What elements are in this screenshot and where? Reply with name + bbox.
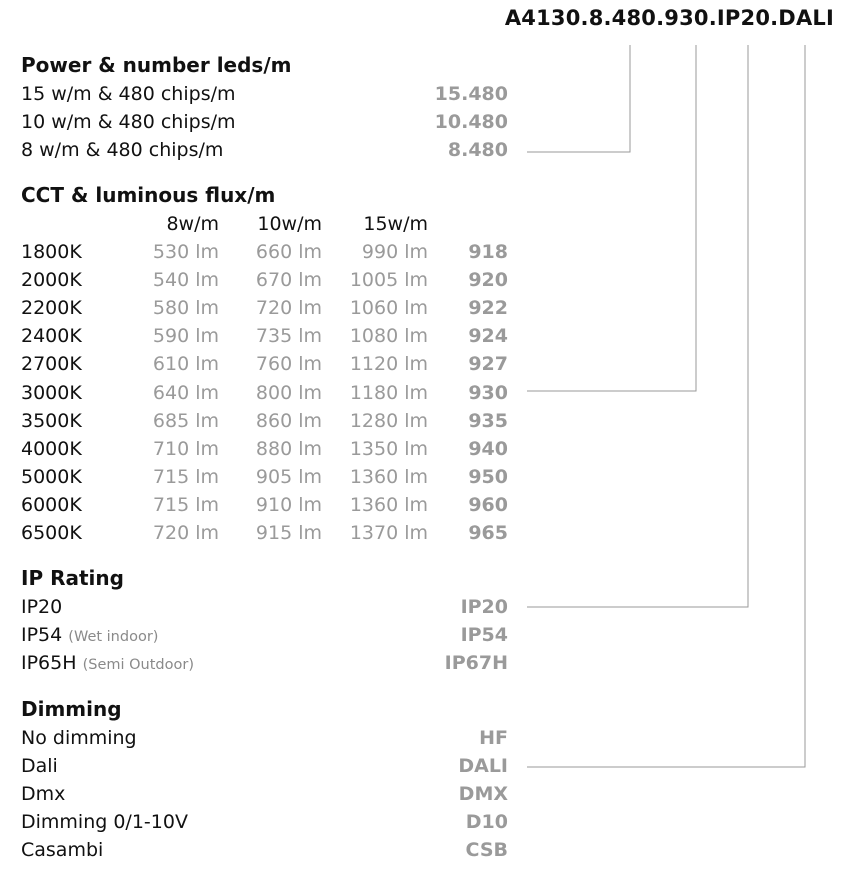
power-heading: Power & number leds/m <box>21 53 292 77</box>
flux-8w: 715 lm <box>152 494 219 516</box>
flux-10w: 880 lm <box>255 438 322 460</box>
power-option-label: 10 w/m & 480 chips/m <box>21 111 236 133</box>
cct-row-label: 3500K <box>21 410 82 432</box>
flux-15w: 1005 lm <box>349 269 428 291</box>
cct-row-code: 930 <box>468 382 508 404</box>
dimming-option-code: D10 <box>465 811 508 833</box>
dimming-option-label: Casambi <box>21 839 104 861</box>
ip-option-code: IP54 <box>460 624 508 646</box>
connector-dimming <box>527 45 805 767</box>
power-option-code: 15.480 <box>434 83 508 105</box>
flux-8w: 610 lm <box>152 353 219 375</box>
flux-10w: 905 lm <box>255 466 322 488</box>
cct-row-code: 940 <box>468 438 508 460</box>
dimming-option-code: HF <box>479 727 508 749</box>
cct-row-label: 2400K <box>21 325 82 347</box>
cct-row-label: 2000K <box>21 269 82 291</box>
cct-row-label: 3000K <box>21 382 82 404</box>
power-option-code: 8.480 <box>447 139 508 161</box>
ip-option-code: IP20 <box>460 596 508 618</box>
cct-row-code: 924 <box>468 325 508 347</box>
connector-ip <box>527 45 748 607</box>
cct-row-code: 960 <box>468 494 508 516</box>
ip-option-name: IP65H <box>21 652 77 674</box>
cct-row-code: 935 <box>468 410 508 432</box>
flux-15w: 1360 lm <box>349 494 428 516</box>
ip-option-note: (Wet indoor) <box>68 629 159 645</box>
cct-heading: CCT & luminous flux/m <box>21 183 276 207</box>
cct-row-label: 5000K <box>21 466 82 488</box>
dimming-option-label: Dali <box>21 755 58 777</box>
power-option-label: 8 w/m & 480 chips/m <box>21 139 224 161</box>
flux-10w: 735 lm <box>255 325 322 347</box>
dimming-option-code: CSB <box>465 839 508 861</box>
cct-row-label: 6500K <box>21 522 82 544</box>
cct-row-code: 927 <box>468 353 508 375</box>
flux-8w: 580 lm <box>152 297 219 319</box>
connector-cct <box>527 45 696 391</box>
flux-10w: 915 lm <box>255 522 322 544</box>
flux-8w: 710 lm <box>152 438 219 460</box>
flux-10w: 660 lm <box>255 241 322 263</box>
ip-option-note: (Semi Outdoor) <box>82 657 194 673</box>
power-option-label: 15 w/m & 480 chips/m <box>21 83 236 105</box>
flux-8w: 590 lm <box>152 325 219 347</box>
power-option-code: 10.480 <box>434 111 508 133</box>
ip-option-name: IP20 <box>21 596 63 618</box>
flux-15w: 1370 lm <box>349 522 428 544</box>
ip-option-name: IP54 <box>21 624 63 646</box>
connector-power <box>527 45 630 152</box>
cct-row-code: 965 <box>468 522 508 544</box>
flux-8w: 540 lm <box>152 269 219 291</box>
flux-10w: 860 lm <box>255 410 322 432</box>
flux-10w: 910 lm <box>255 494 322 516</box>
ip-option-code: IP67H <box>444 652 508 674</box>
cct-row-label: 2200K <box>21 297 82 319</box>
dimming-option-label: Dmx <box>21 783 66 805</box>
cct-row-label: 6000K <box>21 494 82 516</box>
dimming-option-label: No dimming <box>21 727 137 749</box>
flux-8w: 715 lm <box>152 466 219 488</box>
flux-10w: 670 lm <box>255 269 322 291</box>
dimming-option-label: Dimming 0/1-10V <box>21 811 188 833</box>
flux-8w: 640 lm <box>152 382 219 404</box>
column-header-8w: 8w/m <box>166 213 219 235</box>
dimming-heading: Dimming <box>21 697 122 721</box>
dimming-option-code: DALI <box>458 755 508 777</box>
flux-10w: 800 lm <box>255 382 322 404</box>
ip-heading: IP Rating <box>21 566 124 590</box>
cct-row-code: 950 <box>468 466 508 488</box>
flux-15w: 1080 lm <box>349 325 428 347</box>
cct-row-code: 920 <box>468 269 508 291</box>
flux-15w: 1180 lm <box>349 382 428 404</box>
flux-15w: 1060 lm <box>349 297 428 319</box>
cct-row-label: 1800K <box>21 241 82 263</box>
column-header-10w: 10w/m <box>257 213 322 235</box>
dimming-option-code: DMX <box>458 783 508 805</box>
flux-8w: 530 lm <box>152 241 219 263</box>
flux-8w: 720 lm <box>152 522 219 544</box>
column-header-15w: 15w/m <box>363 213 428 235</box>
flux-15w: 990 lm <box>361 241 428 263</box>
cct-row-code: 922 <box>468 297 508 319</box>
cct-row-label: 2700K <box>21 353 82 375</box>
flux-15w: 1280 lm <box>349 410 428 432</box>
flux-10w: 720 lm <box>255 297 322 319</box>
flux-8w: 685 lm <box>152 410 219 432</box>
flux-15w: 1360 lm <box>349 466 428 488</box>
cct-row-code: 918 <box>468 241 508 263</box>
cct-row-label: 4000K <box>21 438 82 460</box>
product-code: A4130.8.480.930.IP20.DALI <box>504 6 834 30</box>
flux-15w: 1350 lm <box>349 438 428 460</box>
flux-15w: 1120 lm <box>349 353 428 375</box>
flux-10w: 760 lm <box>255 353 322 375</box>
